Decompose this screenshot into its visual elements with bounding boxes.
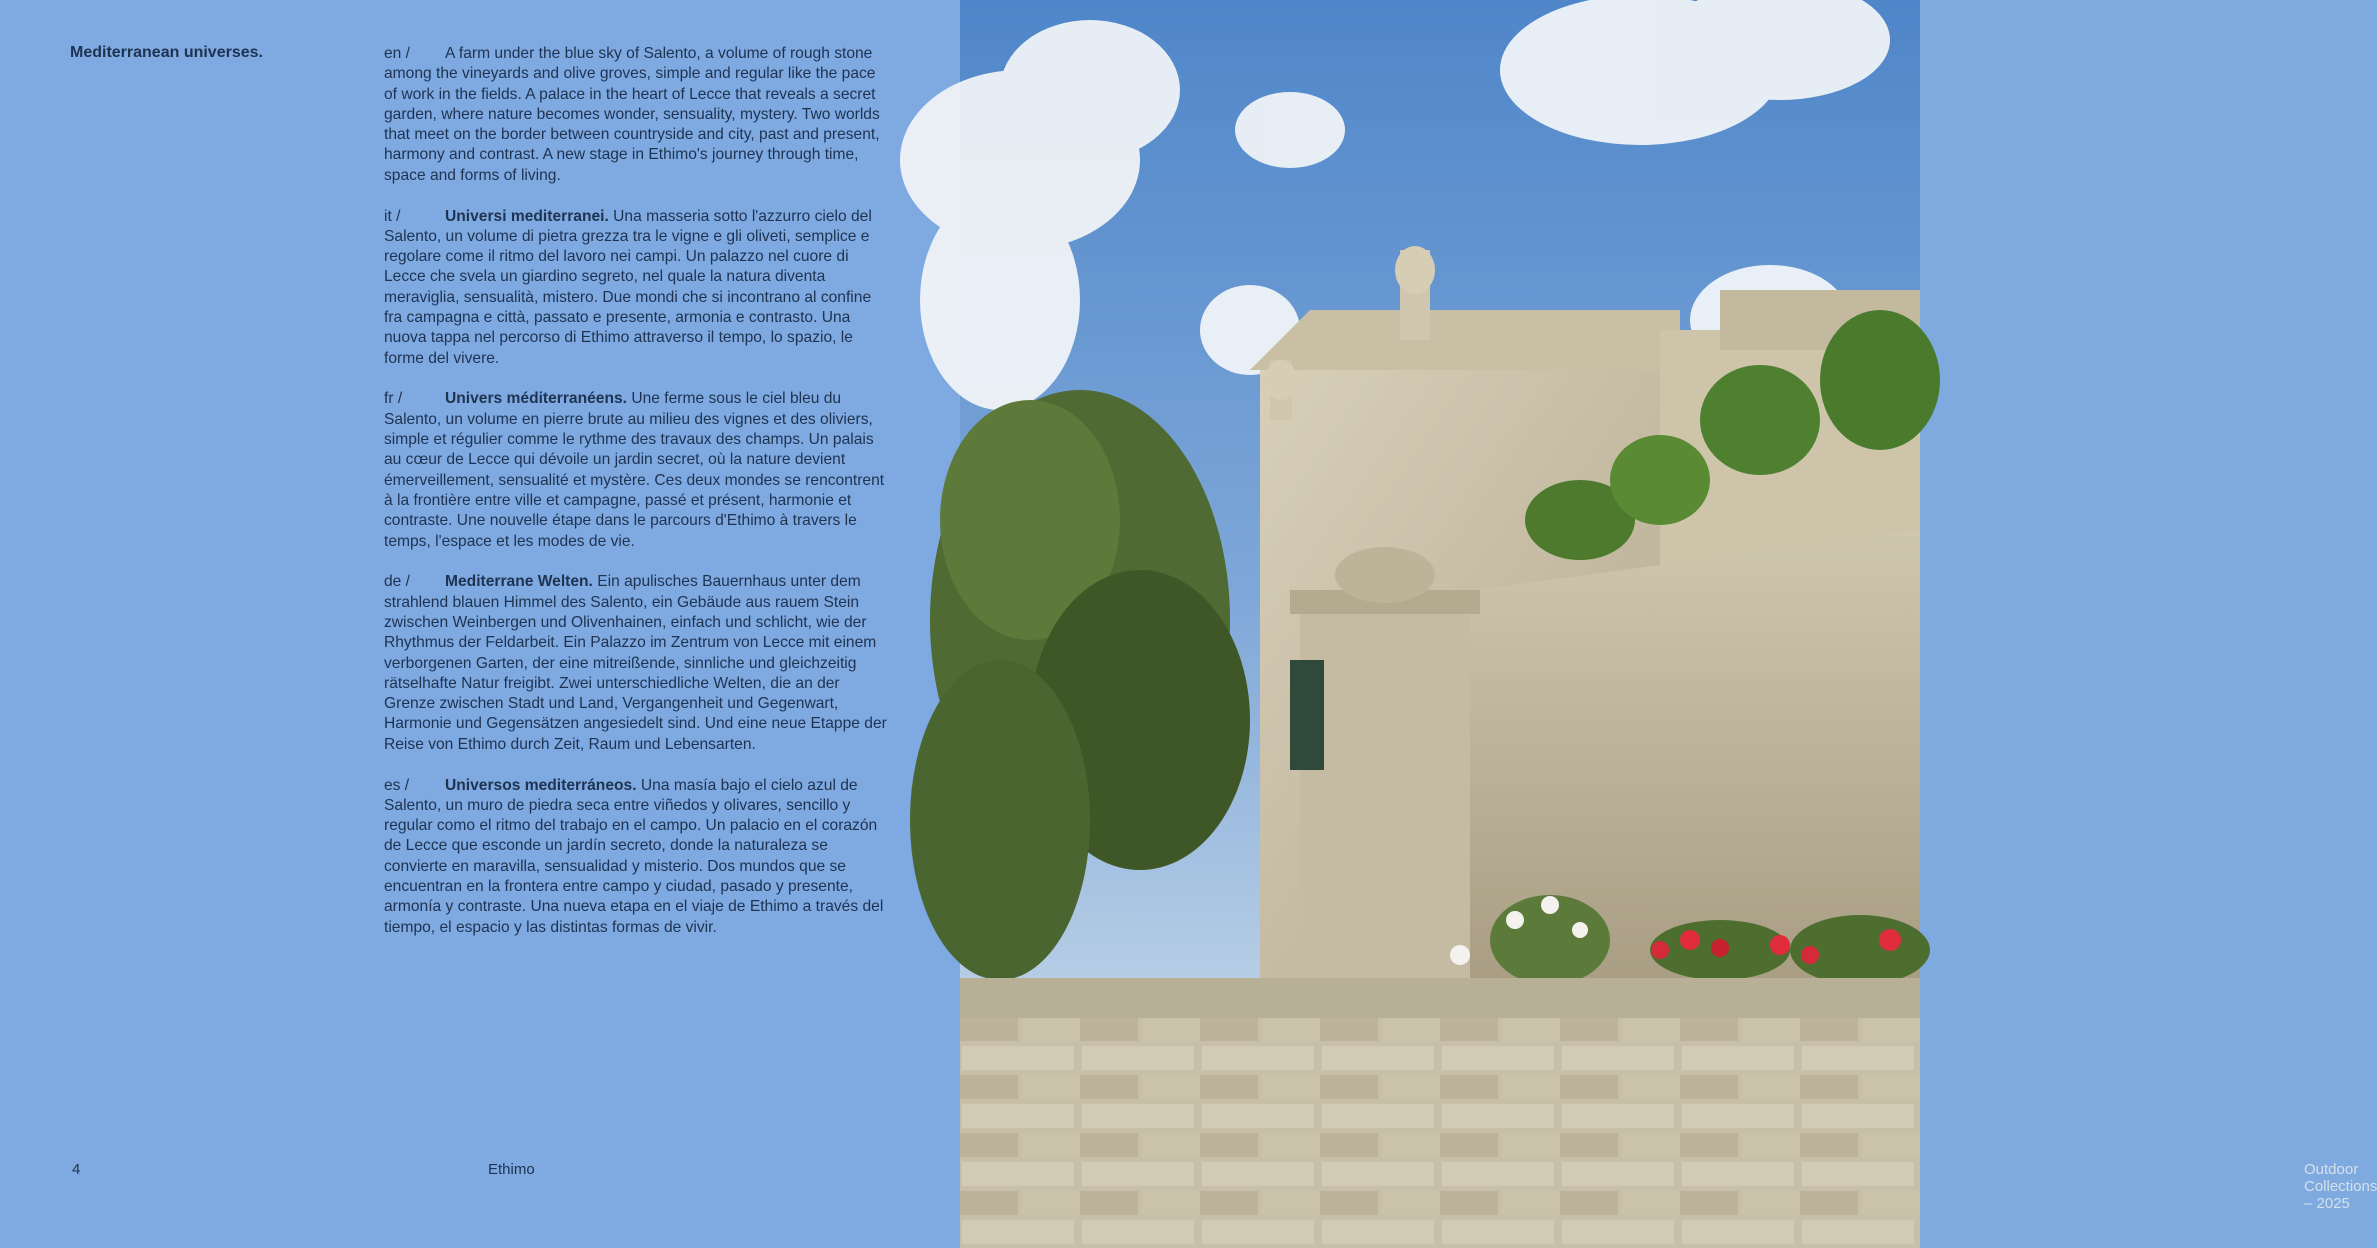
language-code-es: es /: [384, 776, 410, 794]
language-code-en: en /: [384, 45, 411, 62]
paragraph-body-en: A farm under the blue sky of Salento, a volume of rough stone among the vineyards and olive groves, simple and regular like the pace of work in the fields. A palace in the heart of Lecce that reveals a secret garden, where nature becomes wonder, sensuality, mystery. Two worlds that meet on the border between countryside and city, past and present, harmony and contrast. A new stage in Ethimo's journey through time, space and forms of living.: [384, 45, 880, 184]
stone-wall: [960, 978, 1920, 1248]
paragraph-en: [384, 44, 890, 186]
masseria-photo: [960, 0, 2377, 1248]
paragraph-title-fr: Univers méditerranéens.: [445, 390, 628, 408]
paragraph-es: [384, 776, 890, 938]
page-heading: Mediterranean universes.: [70, 44, 263, 61]
paragraph-body-es: Una masía bajo el cielo azul de Salento, un muro de piedra seca entre viñedos y olivares, sencillo y regular como el ritmo del trabajo en el campo. Un palacio en el corazón de Lecce que esconde un jardín secreto, donde la naturaleza se convierte en maravilla, sensualidad y misterio. Dos mundos que se encuentran en la frontera entre campo y ciudad, pasado y presente, armonía y contraste. Una nueva etapa en el viaje de Ethimo a través del tiempo, el espacio y las distintas formas de vivir.: [384, 776, 884, 936]
text-page: [0, 0, 960, 1248]
paragraph-body-it: Una masseria sotto l'azzurro cielo del Salento, un volume di pietra grezza tra le vigne e gli oliveti, semplice e regolare come il ritmo del lavoro nei campi. Un palazzo nel cuore di Lecce che svela un giardino segreto, nel quale la natura diventa meraviglia, sensualità, mistero. Due mondi che si incontrano al confine fra campagna e città, passato e presente, armonia e contrasto. Una nuova tappa nel percorso di Ethimo attraverso il tempo, lo spazio, le forme del vivere.: [384, 207, 872, 367]
multilingual-text-column: [384, 44, 890, 958]
paragraph-title-de: Mediterrane Welten.: [445, 573, 593, 591]
paragraph-body-de: Ein apulisches Bauernhaus unter dem strahlend blauen Himmel des Salento, ein Gebäude aus rauem Stein zwischen Weinbergen und Olivenhainen, einfach und schlicht, wie der Rhythmus der Feldarbeit. Ein Palazzo im Zentrum von Lecce mit einem verborgenen Garten, der eine mitreißende, sinnliche und gleichzeitig rätselhafte Natur freigibt. Zwei unterschiedliche Welten, die an der Grenze zwischen Stadt und Land, Vergangenheit und Gegenwart, Harmonie und Gegensätzen angesiedelt sind. Und eine neue Etappe der Reise von Ethimo durch Zeit, Raum und Lebensarten.: [384, 573, 887, 753]
language-code-de: de /: [384, 573, 411, 591]
page-number: 4: [72, 1161, 81, 1178]
paragraph-title-it: Universi mediterranei.: [445, 207, 609, 225]
paragraph-de: [384, 572, 890, 755]
photo-illustration: [960, 0, 1920, 1248]
paragraph-fr: [384, 389, 890, 551]
masseria-building: [1250, 246, 1920, 980]
language-code-fr: fr /: [384, 390, 403, 408]
paragraph-title-es: Universos mediterráneos.: [445, 776, 637, 794]
paragraph-it: [384, 207, 890, 369]
footer-brand: Ethimo: [488, 1161, 535, 1178]
collection-label: Outdoor Collections – 2025: [2304, 1161, 2377, 1212]
language-code-it: it /: [384, 207, 401, 225]
paragraph-body-fr: Une ferme sous le ciel bleu du Salento, un volume en pierre brute au milieu des vignes et des oliviers, simple et régulier comme le rythme des travaux des champs. Un palais au cœur de Lecce qui dévoile un jardin secret, où la nature devient émerveillement, sensualité et mystère. Ces deux mondes se rencontrent à la frontière entre ville et campagne, passé et présent, harmonie et contraste. Une nouvelle étape dans le parcours d'Ethimo à travers le temps, l'espace et les modes de vie.: [384, 390, 885, 550]
